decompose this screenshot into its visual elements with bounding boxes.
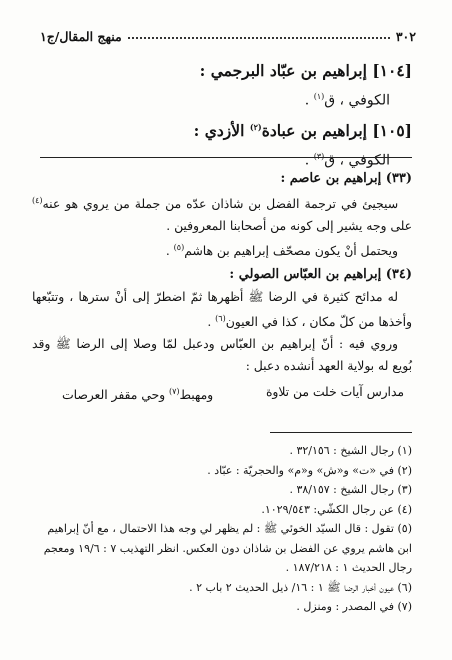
poetry-verse — [32, 379, 412, 408]
footnote-separator — [270, 432, 412, 433]
verse-second-hemistich: ومهبط$^{(٧)}$ وحي مقفر العرصات — [62, 387, 214, 403]
footnote: (٤) عن رجال الكشّي: ١٠٢٩/٥٤٣. — [261, 502, 412, 516]
footnote: (٣) رجال الشيخ : ٣٨/١٥٧ . — [289, 483, 412, 496]
entry-title: [١٠٤] إبراهيم بن عبّاد البرجمي : — [199, 61, 412, 80]
footnote-ref: (٤) — [32, 196, 43, 205]
footnote: (٥) تقول : قال السيّد الخوئي ﷺ : لم يظهر لي وجه هذا الاحتمال ، مع أنّ إبراهيم ابن هاشم يروي عن الفضل بن شاذان دون العكس. انظر التهذيب ٧ : ١٩/٦ ومعجم رجال الحديث ١ : ١٨٧/٢١٨ . — [43, 522, 412, 574]
section-divider — [40, 157, 412, 158]
footnote-ref: (٦) — [215, 314, 226, 324]
footnote: (٢) في «ت» و«ش» و«م» والحجريّة : عبّاد . — [207, 463, 412, 477]
header-dotted-leader — [128, 37, 390, 39]
entry-title: [١٠٥] إبراهيم بن عبادة$^{(٢)}$ الأزدي : — [193, 120, 412, 140]
footnote-ref: (٢) — [249, 121, 262, 132]
main-text — [32, 166, 412, 408]
footnotes — [30, 441, 412, 617]
section-heading: (٣٤) إبراهيم بن العبّاس الصولي : — [229, 267, 412, 283]
paragraph: ويحتمل أنْ يكون مصحّف إبراهيم بن هاشم$^{(٥)}$ . — [165, 243, 398, 259]
verse-first-hemistich: مدارس آيات خلت من تلاوة — [265, 385, 404, 400]
paragraph: سيجيئ في ترجمة الفضل بن شاذان عدّه من جملة من يروي هو عنه$^{(٤)}$ على وجه يشير إلى كونه من أصحابنا المعروفين . — [32, 196, 412, 234]
footnote: (١) رجال الشيخ : ٣٢/١٥٦ . — [289, 444, 412, 457]
footnote-ref: (١) — [313, 92, 325, 101]
page-header — [40, 26, 416, 46]
footnote: (٦) عيون أخبار الرضا ﷺ ١ : ١٦/ ذيل الحديث ٢ باب ٢ . — [189, 580, 412, 594]
footnote-ref: (٧) — [168, 387, 180, 397]
section-heading: (٣٣) إبراهيم بن عاصم : — [280, 171, 412, 186]
entry-detail: الكوفي ، ق$^{(٣)}$ . — [304, 151, 390, 169]
entry-104 — [32, 58, 412, 114]
running-title: منهج المقال/ج١ — [40, 28, 122, 44]
entry-105 — [32, 114, 412, 174]
paragraph: وروي فيه : أنّ إبراهيم بن العبّاس ودعبل لمّا وصلا إلى الرضا ﷺ وقد بُويع له بولاية العهد أنشده دعبل : — [32, 337, 412, 374]
entry-detail: الكوفي ، ق$^{(١)}$ . — [304, 92, 390, 109]
footnote-ref: (٥) — [173, 243, 185, 253]
footnote-ref: (٣) — [313, 151, 325, 161]
footnote: (٧) في المصدر : ومنزل . — [296, 600, 412, 613]
page-number: ٣٠٢ — [395, 28, 416, 44]
paragraph: له مدائح كثيرة في الرضا ﷺ أظهرها ثمّ اضطرّ إلى أنْ سترها ، وتتبّعها وأخذها من كلّ مكان ، كذا في العيون$^{(٦)}$ . — [32, 290, 412, 330]
